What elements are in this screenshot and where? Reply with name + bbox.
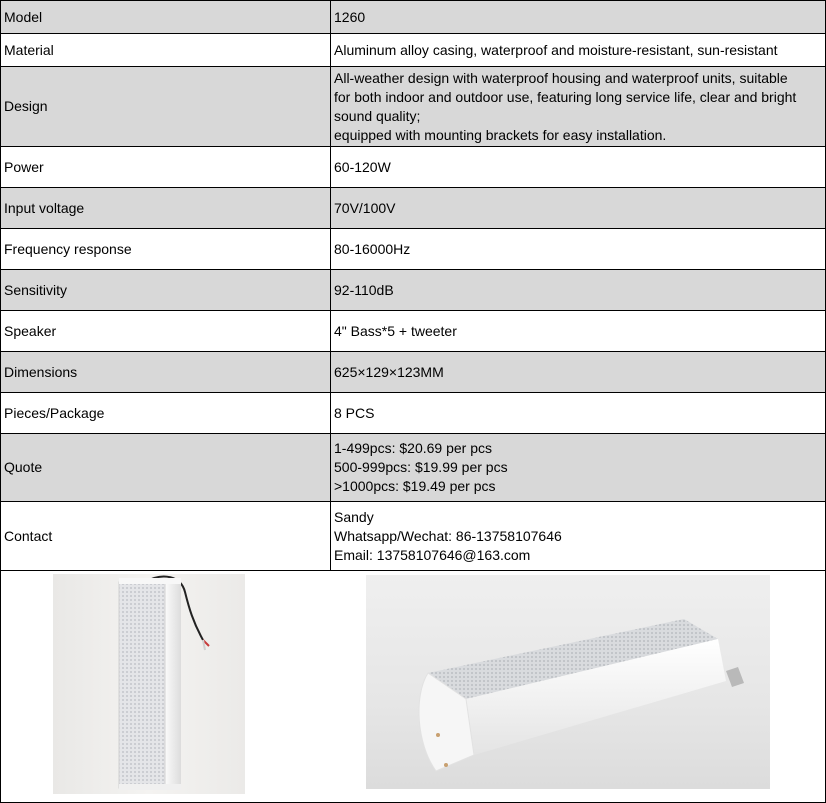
row-value: 80-16000Hz [331,229,826,270]
row-label: Frequency response [1,229,331,270]
row-value: Aluminum alloy casing, waterproof and moisture-resistant, sun-resistant [331,34,826,67]
speaker-upright-illustration [53,574,245,794]
product-photos [0,569,826,803]
row-label: Input voltage [1,188,331,229]
row-speaker [1,311,826,352]
row-label: Quote [1,434,331,502]
row-value: 625×129×123MM [331,352,826,393]
row-power [1,147,826,188]
row-label: Contact [1,502,331,571]
row-label: Material [1,34,331,67]
row-value: 92-110dB [331,270,826,311]
row-design [1,67,826,147]
row-value: 60-120W [331,147,826,188]
row-label: Design [1,67,331,147]
row-pieces-package [1,393,826,434]
row-value: Sandy Whatsapp/Wechat: 86-13758107646 Email: 13758107646@163.com [331,502,826,571]
row-value: All-weather design with waterproof housing and waterproof units, suitable for both indoor and outdoor use, featuring long service life, clear and bright sound quality; equipped with mounting brackets for easy installation. [331,67,826,147]
row-input-voltage [1,188,826,229]
row-label: Speaker [1,311,331,352]
row-label: Model [1,1,331,34]
row-quote [1,434,826,502]
row-value: 1260 [331,1,826,34]
row-label: Power [1,147,331,188]
row-contact [1,502,826,571]
speaker-lying-photo [366,575,770,789]
speaker-lying-illustration [366,575,770,789]
row-value: 8 PCS [331,393,826,434]
row-value: 1-499pcs: $20.69 per pcs 500-999pcs: $19.99 per pcs >1000pcs: $19.49 per pcs [331,434,826,502]
row-material [1,34,826,67]
row-sensitivity [1,270,826,311]
row-label: Pieces/Package [1,393,331,434]
row-frequency-response [1,229,826,270]
row-value: 4" Bass*5 + tweeter [331,311,826,352]
row-value: 70V/100V [331,188,826,229]
row-label: Sensitivity [1,270,331,311]
row-label: Dimensions [1,352,331,393]
row-dimensions [1,352,826,393]
speaker-upright-photo [53,574,245,794]
row-model [1,1,826,34]
